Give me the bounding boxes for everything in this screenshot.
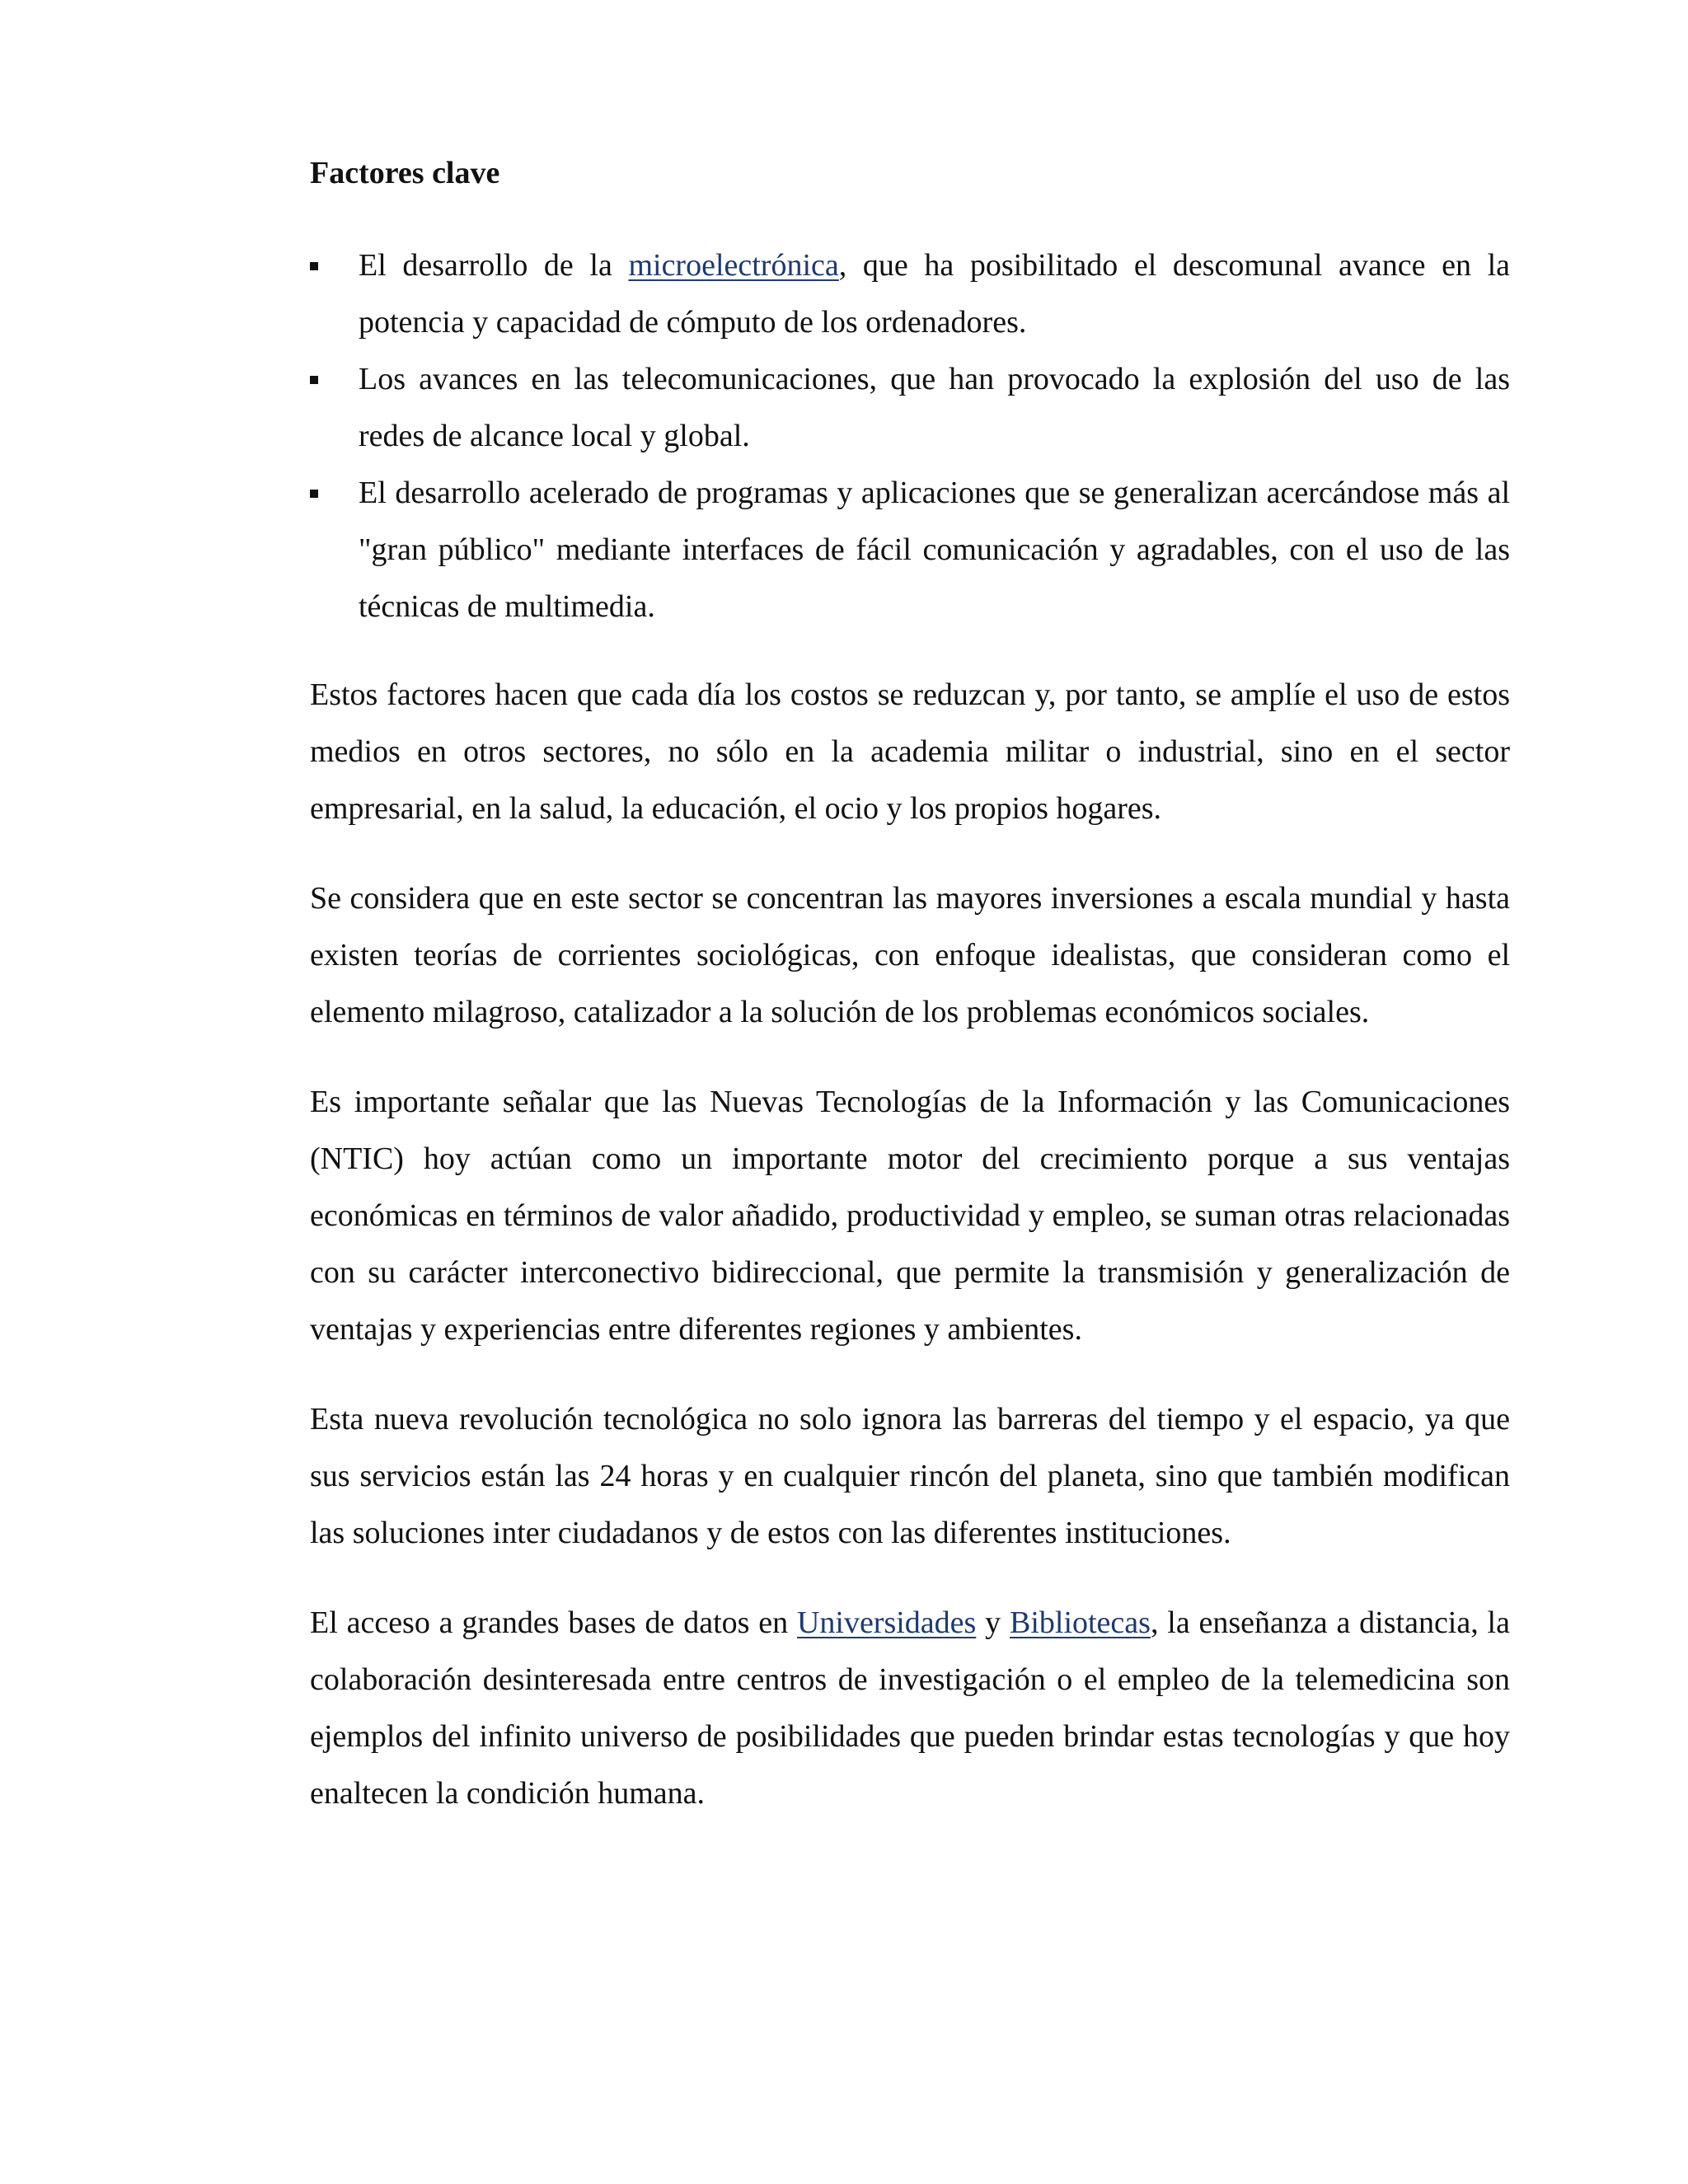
paragraph-with-links <box>310 1595 1510 1822</box>
bibliotecas-link[interactable]: Bibliotecas <box>1009 1605 1151 1640</box>
document-page <box>310 148 1510 1855</box>
list-item-text: El desarrollo acelerado de programas y aplicaciones que se generalizan acercándose más al "gran público" mediante interfaces de fácil comunicación y agradables, con el uso de las técnicas de multimedia. <box>359 476 1510 624</box>
paragraph: Se considera que en este sector se concentran las mayores inversiones a escala mundial y hasta existen teorías de corrientes sociológicas, con enfoque idealistas, que consideran como el elemento milagroso, catalizador a la solución de los problemas económicos sociales. <box>310 881 1510 1029</box>
list-item <box>310 465 1510 635</box>
square-bullet-icon <box>310 490 318 498</box>
microelectronica-link[interactable]: microelectrónica <box>628 248 839 283</box>
list-item <box>310 237 1510 351</box>
square-bullet-icon <box>310 376 318 384</box>
paragraph-text: , la enseñanza a distancia, la colaboración desinteresada entre centros de investigación o el empleo de la telemedicina son ejemplos del infinito universo de posibilidades que pueden brindar estas tecnologías y que hoy enaltecen la condición humana. <box>310 1605 1510 1811</box>
paragraph: Estos factores hacen que cada día los costos se reduzcan y, por tanto, se amplíe el uso de estos medios en otros sectores, no sólo en la academia militar o industrial, sino en el sector empresarial, en la salud, la educación, el ocio y los propios hogares. <box>310 677 1510 826</box>
key-factors-list <box>310 237 1510 635</box>
section-heading: Factores clave <box>310 156 500 190</box>
list-item-text: Los avances en las telecomunicaciones, que han provocado la explosión del uso de las redes de alcance local y global. <box>359 362 1510 453</box>
paragraph: Esta nueva revolución tecnológica no solo ignora las barreras del tiempo y el espacio, ya que sus servicios están las 24 horas y en cualquier rincón del planeta, sino que también modifican las soluciones inter ciudadanos y de estos con las diferentes instituciones. <box>310 1402 1510 1550</box>
universidades-link[interactable]: Universidades <box>796 1605 977 1640</box>
list-item <box>310 351 1510 465</box>
square-bullet-icon <box>310 262 318 270</box>
paragraph-text: y <box>976 1605 1010 1640</box>
paragraph-text: El acceso a grandes bases de datos en <box>310 1605 797 1640</box>
paragraph: Es importante señalar que las Nuevas Tecnologías de la Información y las Comunicaciones (NTIC) hoy actúan como un importante motor del crecimiento porque a sus ventajas económicas en términos de valor añadido, productividad y empleo, se suman otras relacionadas con su carácter interconectivo bidireccional, que permite la transmisión y generalización de ventajas y experiencias entre diferentes regiones y ambientes. <box>310 1085 1510 1347</box>
list-item-text: , que ha posibilitado el descomunal avance en la potencia y capacidad de cómputo de los ordenadores. <box>359 248 1510 340</box>
list-item-text: El desarrollo de la <box>359 248 629 283</box>
